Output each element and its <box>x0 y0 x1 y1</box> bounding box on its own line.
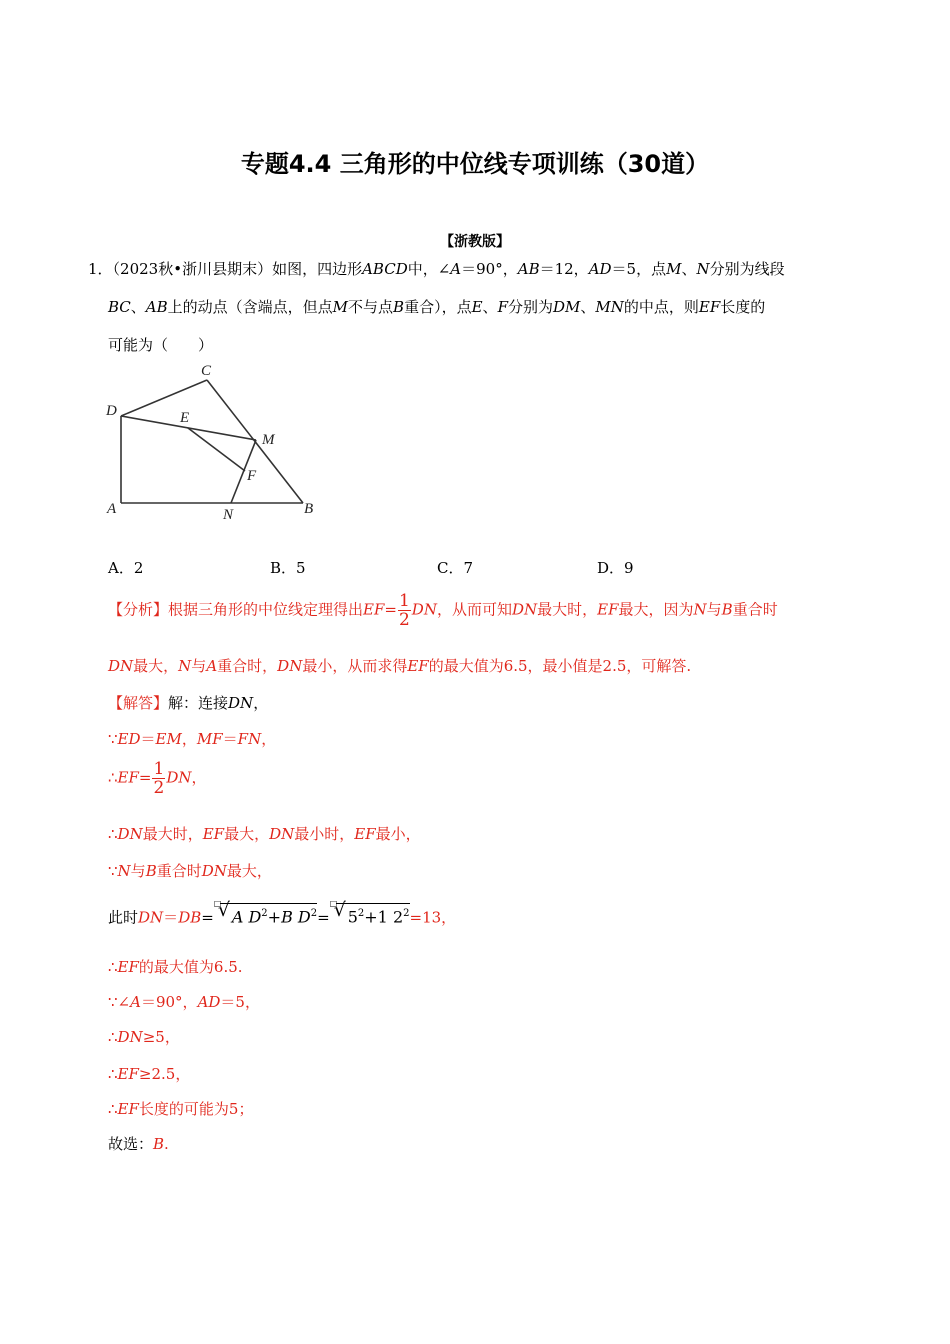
solution-line-11: ∴EF长度的可能为5； <box>108 1100 254 1118</box>
solution-line-4: ∴DN最大时，EF最大，DN最小时，EF最小， <box>108 825 421 843</box>
label-N: N <box>223 507 234 523</box>
fraction-half-2: $\frac{1}{2}$ <box>153 759 165 798</box>
solution-line-3: ∴EF= $\frac{1}{2}$ DN， <box>108 759 207 798</box>
solution-line-10: ∴EF≥2.5， <box>108 1065 191 1083</box>
segment-DC <box>121 380 207 416</box>
label-M: M <box>262 432 275 448</box>
solution-line-6: 此时DN＝DB= √ □ A $D^2+B$ $D^2=$ √ □ $5^2+1$ $2^2=13$， <box>108 903 456 927</box>
question-line-3: 可能为（ ） <box>108 336 214 354</box>
solution-line-7: ∴EF的最大值为6.5. <box>108 958 243 976</box>
question-line-1: 1．（2023秋•浙川县期末）如图，四边形ABCD中，∠A＝90°，AB＝12，AD＝5，点M、N分别为线段 <box>88 260 785 278</box>
solution-line-9: ∴DN≥5， <box>108 1028 180 1046</box>
label-C: C <box>201 363 212 379</box>
analysis-line-1: 【分析】根据三角形的中位线定理得出EF= $\frac{1}{2}$ DN，从而可知DN最大时，EF最大，因为N与B重合时 <box>108 591 778 630</box>
sqrt-expression-2: √ □ $5^2+1$ $2^2$ <box>336 903 410 927</box>
fraction-half: $\frac{1}{2}$ <box>398 591 410 630</box>
choice-d[interactable]: D．9 <box>597 559 634 577</box>
solution-line-8: ∵∠A＝90°，AD＝5， <box>108 993 260 1011</box>
solution-final: 故选：B. <box>108 1135 169 1153</box>
choice-a[interactable]: A．2 <box>108 559 144 577</box>
page-title: 专题4.4 三角形的中位线专项训练（30道） <box>240 150 710 178</box>
solution-line-1: 【解答】解：连接DN， <box>108 694 269 712</box>
label-F: F <box>247 468 257 484</box>
geometry-figure <box>100 358 330 528</box>
segment-EF <box>188 428 245 471</box>
choice-c[interactable]: C．7 <box>437 559 474 577</box>
label-B: B <box>304 501 314 517</box>
solution-line-5: ∵N与B重合时DN最大， <box>108 862 272 880</box>
analysis-line-2: DN最大，N与A重合时，DN最小，从而求得EF的最大值为6.5，最小值是2.5，可解答. <box>108 657 692 675</box>
sqrt-expression-1: √ □ A $D^2+B$ $D^2$ <box>220 903 317 927</box>
label-A: A <box>107 501 117 517</box>
edition-label: 【浙教版】 <box>440 234 510 250</box>
solution-line-2: ∵ED＝EM，MF＝FN， <box>108 730 277 748</box>
label-E: E <box>180 410 190 426</box>
choice-b[interactable]: B．5 <box>270 559 306 577</box>
label-D: D <box>106 403 117 419</box>
question-line-2: BC、AB上的动点（含端点，但点M不与点B重合），点E、F分别为DM、MN的中点，则EF长度的 <box>108 298 766 316</box>
